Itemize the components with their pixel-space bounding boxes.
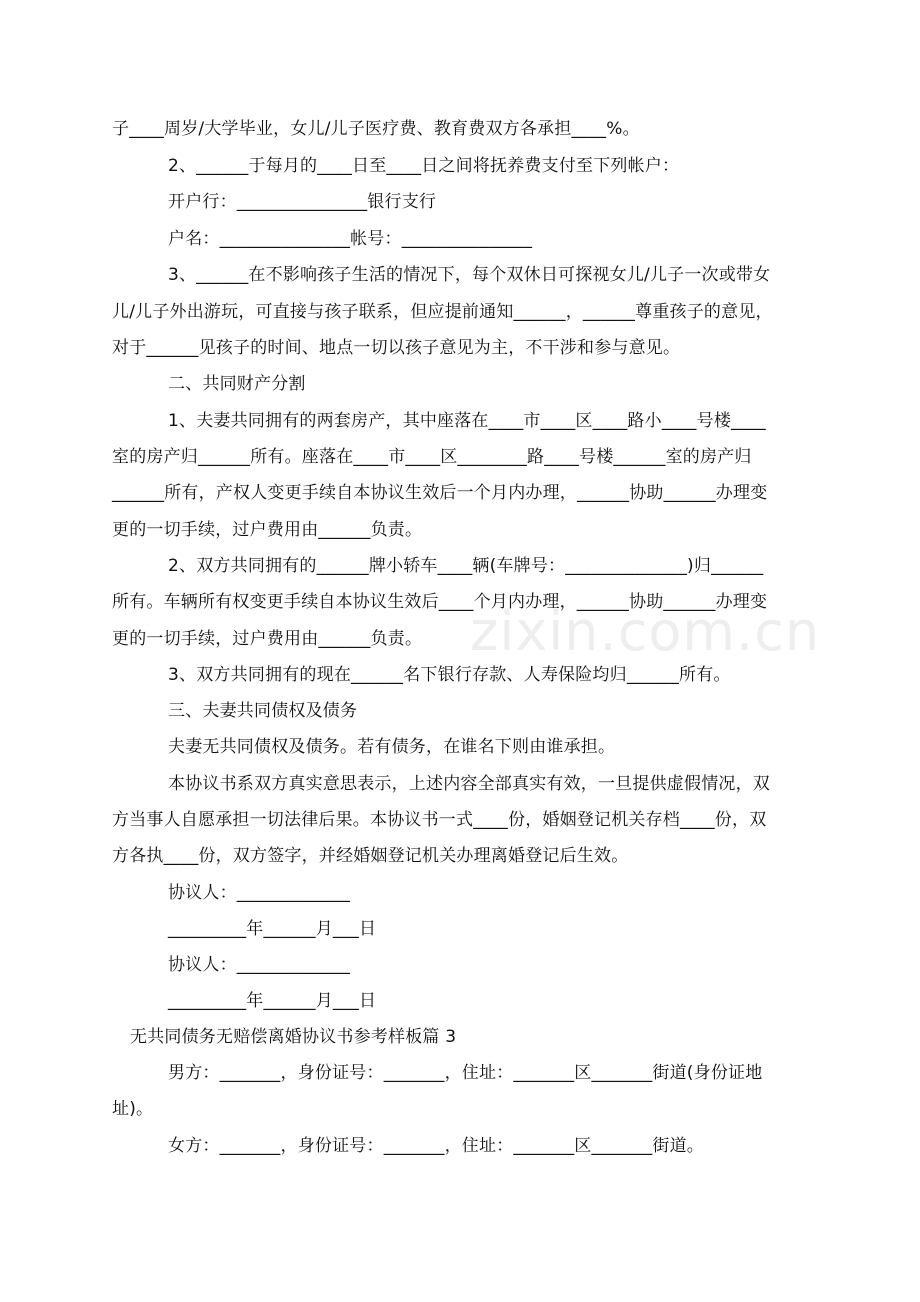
- date-line: _________年______月___日: [168, 991, 377, 1011]
- paragraph-line: 室的房产归______所有。座落在____市____区________路____号楼______室的房产归: [112, 447, 752, 467]
- paragraph-line: 更的一切手续，过户费用由______负责。: [112, 520, 423, 540]
- paragraph-line: 方各执____份，双方签字，并经婚姻登记机关办理离婚登记后生效。: [112, 846, 629, 866]
- paragraph-line: 女方：_______，身份证号：_______，住址：_______区_______街道。: [168, 1136, 704, 1156]
- paragraph-line: ______所有，产权人变更手续自本协议生效后一个月内办理，______协助______办理变: [112, 483, 768, 503]
- paragraph-line: 2、双方共同拥有的______牌小轿车____辆(车牌号：______________)归______: [168, 556, 764, 576]
- paragraph-line: 开户行：_______________银行支行: [168, 192, 437, 212]
- paragraph-line: 3、______在不影响孩子生活的情况下，每个双休日可探视女儿/儿子一次或带女: [168, 265, 771, 285]
- paragraph-line: 址)。: [112, 1099, 154, 1119]
- signatory-line: 协议人：_____________: [168, 955, 350, 975]
- paragraph-line: 夫妻无共同债权及债务。若有债务，在谁名下则由谁承担。: [168, 737, 616, 757]
- paragraph-line: 儿/儿子外出游玩，可直接与孩子联系，但应提前通知______，______尊重孩子的意见，: [112, 302, 773, 322]
- paragraph-line: 所有。车辆所有权变更手续自本协议生效后____个月内办理，______协助______办理变: [112, 592, 768, 612]
- paragraph-line: 本协议书系双方真实意思表示，上述内容全部真实有效，一旦提供虚假情况，双: [168, 774, 770, 794]
- section-heading: 三、夫妻共同债权及债务: [168, 701, 358, 721]
- paragraph-line: 更的一切手续，过户费用由______负责。: [112, 629, 423, 649]
- paragraph-line: 方当事人自愿承担一切法律后果。本协议书一式____份，婚姻登记机关存档____份，双: [112, 810, 767, 830]
- paragraph-line: 3、双方共同拥有的现在______名下银行存款、人寿保险均归______所有。: [168, 665, 731, 685]
- paragraph-line: 子____周岁/大学毕业，女儿/儿子医疗费、教育费双方各承担____%。: [112, 119, 640, 139]
- section-heading: 二、共同财产分割: [168, 374, 306, 394]
- paragraph-line: 1、夫妻共同拥有的两套房产，其中座落在____市____区____路小____号楼____: [168, 411, 766, 431]
- paragraph-line: 户名：_______________帐号：_______________: [168, 229, 533, 249]
- subsection-title: 无共同债务无赔偿离婚协议书参考样板篇 3: [130, 1027, 457, 1047]
- date-line: _________年______月___日: [168, 919, 377, 939]
- signatory-line: 协议人：_____________: [168, 883, 350, 903]
- watermark: zixin.com.cn: [470, 600, 821, 663]
- paragraph-line: 男方：_______，身份证号：_______，住址：_______区_______街道(身份证地: [168, 1063, 763, 1083]
- paragraph-line: 对于______见孩子的时间、地点一切以孩子意见为主，不干涉和参与意见。: [112, 338, 681, 358]
- paragraph-line: 2、______于每月的____日至____日之间将抚养费支付至下列帐户：: [168, 156, 680, 176]
